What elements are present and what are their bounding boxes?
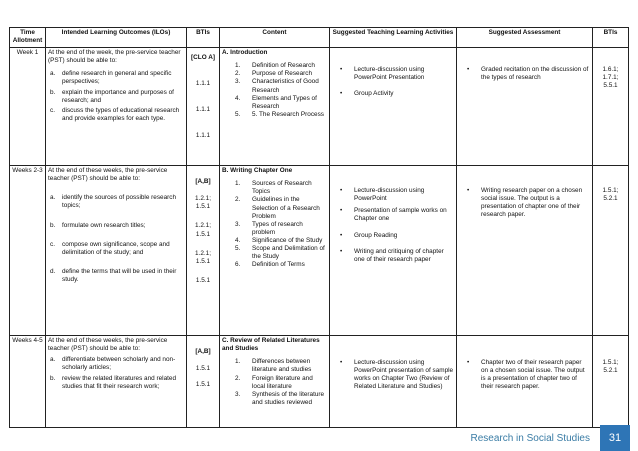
- content-heading: B. Writing Chapter One: [222, 167, 293, 175]
- content-item: [222, 221, 327, 237]
- ilo-item: [48, 222, 184, 230]
- page-number: 31: [600, 425, 630, 451]
- content-item-marker: 3.: [235, 220, 241, 228]
- content-cell: [220, 48, 330, 166]
- bti-code: 1.2.1; 1.5.1: [195, 222, 211, 238]
- bti-clo-label: [A,B]: [195, 348, 211, 356]
- bti-code: 1.2.1; 1.5.1: [195, 249, 211, 265]
- ilo-intro: At the end of these weeks, the pre-service teacher (PST) should be able to:: [48, 167, 168, 183]
- tla-item-text: Group Activity: [354, 90, 394, 98]
- ilo-item-text: differentiate between scholarly and non-scholarly articles;: [62, 356, 176, 372]
- bti-list: [189, 195, 217, 285]
- content-heading: A. Introduction: [222, 49, 268, 57]
- bti-clo-label: [A,B]: [195, 178, 211, 186]
- ilo-item-marker: a.: [50, 70, 56, 78]
- time-allotment-cell: Weeks 2-3: [10, 166, 46, 336]
- bti-code: 1.1.1: [195, 80, 211, 88]
- ilo-intro: At the end of these weeks, the pre-service teacher (PST) should be able to:: [48, 337, 168, 353]
- ilo-item-marker: b.: [50, 221, 56, 229]
- tla-item: [332, 248, 454, 264]
- tla-item: [332, 232, 454, 240]
- content-cell: [220, 166, 330, 336]
- syllabus-table: [9, 27, 629, 428]
- ilo-item-marker: c.: [50, 106, 55, 114]
- bti-cell: [187, 336, 220, 428]
- assessment-item-text: Chapter two of their research paper on a chosen social issue. The output is a presentation of chapter two of their research paper.: [481, 359, 585, 391]
- ilo-item-text: define the terms that will be used in their study.: [62, 267, 177, 283]
- bullet-icon: •: [340, 90, 343, 98]
- assessment-cell: [457, 48, 593, 166]
- ilo-item: [48, 268, 184, 284]
- ilo-item: [48, 107, 184, 123]
- table-row: [10, 48, 629, 166]
- header-content: Content: [220, 28, 330, 48]
- ilo-list: [48, 194, 184, 284]
- ilo-item: [48, 89, 184, 105]
- header-assessment: Suggested Assessment: [457, 28, 593, 48]
- header-btis-2: BTIs: [593, 28, 629, 48]
- ilo-cell: [46, 166, 187, 336]
- bti-list: [189, 80, 217, 140]
- bti-cell-2: [593, 166, 629, 336]
- page-footer: [0, 415, 638, 451]
- content-item-text: 5. The Research Process: [252, 110, 324, 118]
- assessment-item-text: Writing research paper on a chosen social issue. The output is a presentation of chapter one of their research paper.: [481, 187, 583, 219]
- bti-cell-2: [593, 336, 629, 428]
- bti-code: 1.5.1: [195, 381, 211, 389]
- content-item-text: Definition of Research: [252, 62, 315, 70]
- tla-list: [332, 187, 454, 264]
- content-item: [222, 70, 327, 78]
- bullet-icon: •: [340, 231, 343, 239]
- bti-cell: [187, 48, 220, 166]
- tla-cell: [330, 48, 457, 166]
- bullet-icon: •: [340, 66, 343, 74]
- content-item-text: Characteristics of Good Research: [252, 78, 319, 94]
- content-item-text: Differences between literature and studies: [252, 358, 312, 374]
- bti-clo-label: [CLO A]: [191, 54, 215, 62]
- content-item-marker: 3.: [235, 390, 241, 398]
- ilo-list: [48, 356, 184, 390]
- content-item: [222, 196, 327, 220]
- ilo-item: [48, 375, 184, 391]
- content-list: [222, 180, 327, 269]
- ilo-item-marker: b.: [50, 374, 56, 382]
- ilo-item-text: define research in general and specific perspectives;: [62, 70, 172, 86]
- content-item: [222, 391, 327, 407]
- bti-code: 1.1.1: [195, 132, 211, 140]
- content-item-text: Scope and Delimitation of the Study: [252, 245, 325, 261]
- ilo-item-marker: a.: [50, 194, 56, 202]
- bti-code: 1.5.1: [195, 365, 211, 373]
- ilo-item-text: explain the importance and purposes of research; and: [62, 88, 174, 104]
- bti-codes: 1.6.1; 1.7.1; 5.5.1: [602, 66, 619, 90]
- header-tla: Suggested Teaching Learning Activities: [330, 28, 457, 48]
- bti-code: 1.2.1; 1.5.1: [195, 195, 211, 211]
- bti-cell: [187, 166, 220, 336]
- content-item-marker: 1.: [235, 62, 241, 70]
- content-item-marker: 3.: [235, 78, 241, 86]
- content-item-marker: 1.: [235, 358, 241, 366]
- content-cell: [220, 336, 330, 428]
- content-item-marker: 2.: [235, 196, 241, 204]
- ilo-list: [48, 70, 184, 123]
- content-item-text: Guidelines in the Selection of a Research Problem: [252, 196, 320, 220]
- tla-item-text: Lecture-discussion using PowerPoint: [354, 187, 425, 203]
- content-item-text: Elements and Types of Research: [252, 94, 317, 110]
- header-btis: BTIs: [187, 28, 220, 48]
- tla-item-text: Lecture-discussion using PowerPoint Presentation: [354, 66, 425, 82]
- assessment-item-text: Graded recitation on the discussion of the types of research: [481, 66, 589, 82]
- content-item-text: Purpose of Research: [252, 70, 313, 78]
- ilo-item-text: discuss the types of educational research and provide examples for each type.: [62, 106, 180, 122]
- assessment-cell: [457, 336, 593, 428]
- content-item-text: Types of research problem: [252, 220, 303, 236]
- assessment-list: [459, 359, 590, 391]
- content-list: [222, 62, 327, 119]
- assessment-list: [459, 187, 590, 219]
- header-ilo: Intended Learning Outcomes (ILOs): [46, 28, 187, 48]
- tla-item: [332, 90, 454, 98]
- bullet-icon: •: [467, 359, 470, 367]
- ilo-item: [48, 70, 184, 86]
- ilo-item-text: identify the sources of possible research topics;: [62, 194, 177, 210]
- ilo-cell: [46, 336, 187, 428]
- tla-cell: [330, 336, 457, 428]
- content-list: [222, 358, 327, 407]
- tla-list: [332, 359, 454, 391]
- assessment-item: [459, 359, 590, 391]
- ilo-item: [48, 241, 184, 257]
- content-item-marker: 2.: [235, 70, 241, 78]
- content-item: [222, 78, 327, 94]
- content-item-marker: 5.: [235, 110, 241, 118]
- table-row: [10, 166, 629, 336]
- content-item-marker: 1.: [235, 180, 241, 188]
- content-item-text: Sources of Research Topics: [252, 180, 312, 196]
- ilo-cell: [46, 48, 187, 166]
- content-item-text: Significance of the Study: [252, 236, 323, 244]
- ilo-item-marker: b.: [50, 88, 56, 96]
- assessment-item: [459, 187, 590, 219]
- tla-cell: [330, 166, 457, 336]
- header-time: Time Allotment: [10, 28, 46, 48]
- ilo-item-marker: d.: [50, 267, 56, 275]
- content-item: [222, 95, 327, 111]
- assessment-list: [459, 66, 590, 82]
- content-heading: C. Review of Related Literatures and Studies: [222, 337, 320, 353]
- tla-item: [332, 359, 454, 391]
- content-item-text: Definition of Terms: [252, 261, 305, 269]
- ilo-item: [48, 356, 184, 372]
- bti-cell-2: [593, 48, 629, 166]
- content-item-marker: 4.: [235, 236, 241, 244]
- assessment-cell: [457, 166, 593, 336]
- bti-code: 1.5.1: [195, 276, 211, 284]
- tla-item-text: Lecture-discussion using PowerPoint presentation of sample works on Chapter Two (Review of Related Literature and Studies): [354, 359, 454, 391]
- tla-item-text: Group Reading: [354, 231, 398, 239]
- content-item: [222, 261, 327, 269]
- tla-item: [332, 207, 454, 223]
- content-item-marker: 6.: [235, 261, 241, 269]
- tla-item: [332, 66, 454, 82]
- content-item-text: Synthesis of the literature and studies reviewed: [252, 390, 325, 406]
- ilo-item-text: formulate own research titles;: [62, 221, 146, 229]
- bullet-icon: •: [467, 66, 470, 74]
- tla-item: [332, 187, 454, 203]
- content-item-marker: 5.: [235, 245, 241, 253]
- content-item: [222, 358, 327, 374]
- tla-item-text: Presentation of sample works on Chapter one: [354, 207, 447, 223]
- running-title: Research in Social Studies: [470, 433, 590, 444]
- bullet-icon: •: [340, 247, 343, 255]
- bti-code: 1.1.1: [195, 106, 211, 114]
- content-item-marker: 4.: [235, 94, 241, 102]
- table-header-row: [10, 28, 629, 48]
- bti-list: [189, 365, 217, 389]
- tla-list: [332, 66, 454, 98]
- content-item: [222, 62, 327, 70]
- ilo-intro: At the end of the week, the pre-service teacher (PST) should be able to:: [48, 49, 181, 65]
- ilo-item-text: compose own significance, scope and delimitation of the study; and: [62, 240, 170, 256]
- content-item-text: Foreign literature and local literature: [252, 374, 313, 390]
- content-item: [222, 375, 327, 391]
- time-allotment-cell: Week 1: [10, 48, 46, 166]
- content-item: [222, 180, 327, 196]
- content-item: [222, 111, 327, 119]
- bullet-icon: •: [340, 359, 343, 367]
- ilo-item: [48, 194, 184, 210]
- bti-codes: 1.5.1; 5.2.1: [602, 187, 619, 203]
- assessment-item: [459, 66, 590, 82]
- bullet-icon: •: [340, 187, 343, 195]
- ilo-item-marker: a.: [50, 356, 56, 364]
- content-item-marker: 2.: [235, 374, 241, 382]
- content-item: [222, 237, 327, 245]
- bullet-icon: •: [467, 187, 470, 195]
- time-allotment-cell: Weeks 4-5: [10, 336, 46, 428]
- content-item: [222, 245, 327, 261]
- ilo-item-text: review the related literatures and related studies that fit their research work;: [62, 374, 177, 390]
- bti-codes: 1.5.1; 5.2.1: [602, 359, 619, 375]
- tla-item-text: Writing and critiquing of chapter one of their research paper: [354, 247, 444, 263]
- bullet-icon: •: [340, 207, 343, 215]
- table-row: [10, 336, 629, 428]
- ilo-item-marker: c.: [50, 240, 55, 248]
